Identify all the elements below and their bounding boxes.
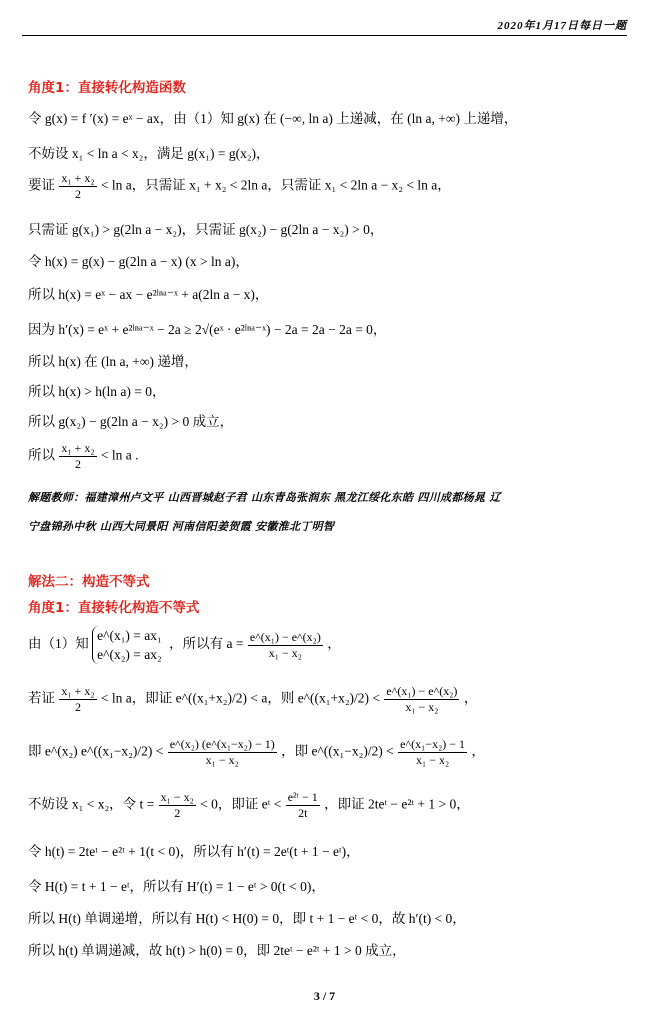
method2-line-2: 若证 $\frac{\text{x₁ + x₂}}{2}$ < ln a，即证 e^((x₁+x₂)/2) < a，则 e^((x₁+x₂)/2) < $\frac{\text{e\textasciicircum{}(x₁) − e\textasciicircum{}(x₂)}}{\text{x₁ − x₂}}$ ， bbox=[28, 684, 478, 714]
method2-line-1: 由（1）知 e^(x₁) = ax₁ e^(x₂) = ax₂ ，所以有 a = $\frac{\text{e\textasciicircum{}(x₁) − e\textasciicircum{}(x₂)}}{\text{x₁ − x₂}}$ ， bbox=[28, 628, 341, 662]
header-rule bbox=[22, 35, 627, 36]
method2-line-5: 令 h(t) = 2teᵗ − e²ᵗ + 1(t < 0)，所以有 h′(t) = 2eᵗ(t + 1 − eᵗ)， bbox=[28, 844, 360, 859]
solution-line-10: 所以 g(x₂) − g(2ln a − x₂) > 0 成立， bbox=[28, 414, 234, 429]
equation-system: e^(x₁) = ax₁ e^(x₂) = ax₂ bbox=[92, 626, 166, 664]
solution-line-5: 令 h(x) = g(x) − g(2ln a − x) (x > ln a)， bbox=[28, 254, 249, 269]
method2-line-8: 所以 h(t) 单调递减，故 h(t) > h(0) = 0，即 2teᵗ − e²ᵗ + 1 > 0 成立， bbox=[28, 943, 406, 958]
fraction: $\frac{\text{x₁ − x₂}}{2}$ bbox=[160, 790, 194, 820]
fraction: $\frac{\text{x₁ + x₂}}{2}$ bbox=[61, 171, 95, 201]
page-number: 3 / 7 bbox=[313, 989, 336, 1003]
fraction: $\frac{\text{e\textasciicircum{}(x₂) (e\textasciicircum{}(x₁−x₂) − 1)}}{\text{x₁ − x₂}}$ bbox=[169, 737, 275, 767]
solution-line-8: 所以 h(x) 在 (ln a, +∞) 递增， bbox=[28, 354, 198, 369]
solution-line-4: 只需证 g(x₁) > g(2ln a − x₂)，只需证 g(x₂) − g(2ln a − x₂) > 0， bbox=[28, 222, 384, 237]
solution-line-3: 要证 $\frac{\text{x₁ + x₂}}{2}$ < ln a，只需证 x₁ + x₂ < 2ln a，只需证 x₁ < 2ln a − x₂ < ln a， bbox=[28, 171, 451, 201]
teachers-line-2: 宁盘锦孙中秋 山西大同景阳 河南信阳姜贺霞 安徽淮北丁明智 bbox=[28, 520, 335, 533]
solution-line-6: 所以 h(x) = eˣ − ax − e²ˡⁿᵃ⁻ˣ + a(2ln a − x)， bbox=[28, 287, 269, 302]
method2-heading: 解法二：构造不等式 bbox=[28, 574, 150, 590]
angle1-heading: 角度1：直接转化构造函数 bbox=[28, 80, 186, 96]
angle1b-heading: 角度1：直接转化构造不等式 bbox=[28, 600, 200, 616]
header-title: 2020年1月17日每日一题 bbox=[497, 20, 627, 32]
fraction: $\frac{\text{e\textasciicircum{}(x₁−x₂) − 1}}{\text{x₁ − x₂}}$ bbox=[400, 737, 466, 767]
method2-line-7: 所以 H(t) 单调递增，所以有 H(t) < H(0) = 0，即 t + 1 − eᵗ < 0，故 h′(t) < 0， bbox=[28, 911, 466, 926]
solution-line-11: 所以 $\frac{\text{x₁ + x₂}}{2}$ < ln a . bbox=[28, 441, 139, 471]
teachers-line-1: 解题教师：福建漳州卢文平 山西晋城赵子君 山东青岛张润东 黑龙江绥化东皓 四川成都杨晁 辽 bbox=[28, 491, 501, 504]
solution-line-7: 因为 h′(x) = eˣ + e²ˡⁿᵃ⁻ˣ − 2a ≥ 2√(eˣ · e²ˡⁿᵃ⁻ˣ) − 2a = 2a − 2a = 0， bbox=[28, 322, 387, 337]
method2-line-6: 令 H(t) = t + 1 − eᵗ，所以有 H′(t) = 1 − eᵗ > 0(t < 0)， bbox=[28, 879, 325, 894]
method2-line-4: 不妨设 x₁ < x₂，令 t = $\frac{\text{x₁ − x₂}}{2}$ < 0，即证 eᵗ < $\frac{\text{e²ᵗ − 1}}{2t}$ ，即证 2teᵗ − e²ᵗ + 1 > 0， bbox=[28, 790, 470, 820]
fraction: $\frac{\text{e\textasciicircum{}(x₁) − e\textasciicircum{}(x₂)}}{\text{x₁ − x₂}}$ bbox=[386, 684, 458, 714]
fraction: $\frac{\text{e\textasciicircum{}(x₁) − e\textasciicircum{}(x₂)}}{\text{x₁ − x₂}}$ bbox=[249, 629, 321, 660]
solution-line-9: 所以 h(x) > h(ln a) = 0， bbox=[28, 384, 166, 399]
fraction: $\frac{\text{e²ᵗ − 1}}{2t}$ bbox=[287, 790, 318, 820]
method2-line-3: 即 e^(x₂) e^((x₁−x₂)/2) < $\frac{\text{e\textasciicircum{}(x₂) (e\textasciicircum{}(x₁−x₂) − 1)}}{\text{x₁ − x₂}}$ ，即 e^((x₁−x₂)/2) < $\frac{\text{e\textasciicircum{}(x₁−x₂) − 1}}{\text{x₁ − x₂}}$ ， bbox=[28, 737, 485, 767]
solution-line-1: 令 g(x) = f ′(x) = eˣ − ax，由（1）知 g(x) 在 (−∞, ln a) 上递减，在 (ln a, +∞) 上递增， bbox=[28, 111, 518, 126]
solution-line-2: 不妨设 x₁ < ln a < x₂，满足 g(x₁) = g(x₂)， bbox=[28, 146, 270, 161]
fraction: $\frac{\text{x₁ + x₂}}{2}$ bbox=[61, 684, 95, 714]
fraction: $\frac{\text{x₁ + x₂}}{2}$ bbox=[61, 441, 95, 471]
